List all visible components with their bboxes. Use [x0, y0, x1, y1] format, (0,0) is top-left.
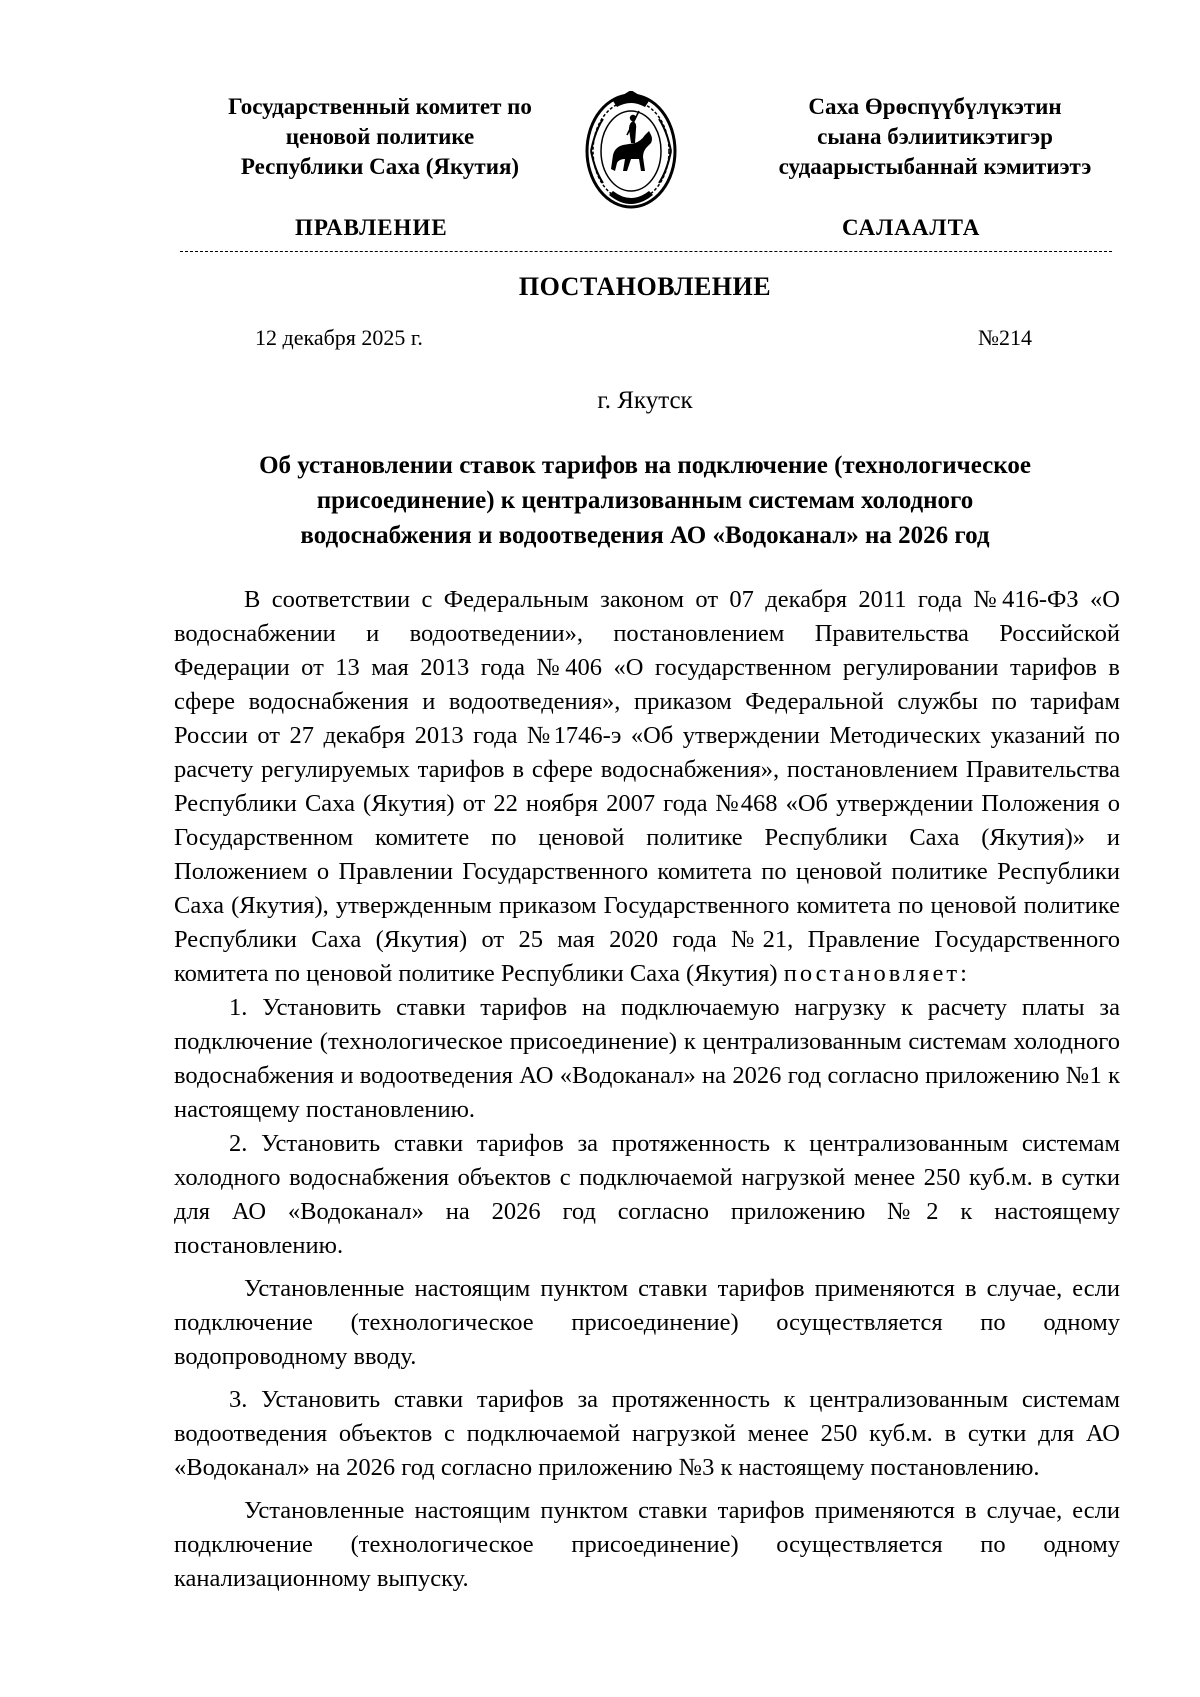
- header-right-sah: [705, 92, 1165, 182]
- item-2-paragraph: 2. Установить ставки тарифов за протяженность к централизованным системам холодного водоснабжения объектов с подключаемой нагрузкой менее 250 куб.м. в сутки для АО «Водоканал» на 2026 год согласно приложению №2 к настоящему постановлению.: [174, 1130, 1120, 1259]
- header-left-subtitle: ПРАВЛЕНИЕ: [295, 215, 448, 240]
- item-1-paragraph: 1. Установить ставки тарифов на подключаемую нагрузку к расчету платы за подключение (технологическое присоединение) к централизованным системам холодного водоснабжения и водоотведения АО «Водоканал» на 2026 год согласно приложению №1 к настоящему постановлению.: [174, 994, 1120, 1123]
- document-body: [174, 583, 1120, 1596]
- item-3-note-paragraph: Установленные настоящим пунктом ставки тарифов применяются в случае, если подключение (технологическое присоединение) осуществляется по одному канализационному выпуску.: [174, 1497, 1120, 1592]
- resolves-word: постановляет:: [783, 960, 970, 987]
- header-left-ru: [150, 92, 610, 182]
- header-left-line: Государственный комитет по: [228, 94, 532, 119]
- document-city: г. Якутск: [597, 387, 693, 414]
- header-right-line: судаарыстыбаннай кэмитиэтэ: [778, 154, 1092, 179]
- subject-line: водоснабжения и водоотведения АО «Водоканал» на 2026 год: [300, 522, 990, 549]
- sakha-coat-of-arms-icon: [583, 91, 679, 211]
- header-right-line: сыана бэлиитикэтигэр: [817, 124, 1053, 149]
- preamble-text: В соответствии с Федеральным законом от 07 декабря 2011 года №416-ФЗ «О водоснабжении и водоотведении», постановлением Правительства Российской Федерации от 13 мая 2013 года №406 «О государственном регулировании тарифов в сфере водоснабжения и водоотведения», приказом Федеральной службы по тарифам России от 27 декабря 2013 года №1746-э «Об утверждении Методических указаний по расчету регулируемых тарифов в сфере водоснабжения», постановлением Правительства Республики Саха (Якутия) от 22 ноября 2007 года №468 «Об утверждении Положения о Государственном комитете по ценовой политике Республики Саха (Якутия)» и Положением о Правлении Государственного комитета по ценовой политике Республики Саха (Якутия), утвержденным приказом Государственного комитета по ценовой политике Республики Саха (Якутия) от 25 мая 2020 года №21, Правление Государственного комитета по ценовой политике Республики Саха (Якутия): [174, 586, 1120, 987]
- header-left-line: Республики Саха (Якутия): [240, 154, 520, 179]
- header-right-line: Саха Өрөспүүбүлүкэтин: [808, 94, 1062, 119]
- document-number: №214: [978, 325, 1032, 350]
- header-divider: [180, 251, 1112, 252]
- item-3-paragraph: 3. Установить ставки тарифов за протяженность к централизованным системам водоотведения объектов с подключаемой нагрузкой менее 250 куб.м. в сутки для АО «Водоканал» на 2026 год согласно приложению №3 к настоящему постановлению.: [174, 1386, 1120, 1481]
- subject-line: Об установлении ставок тарифов на подключение (технологическое: [259, 452, 1031, 479]
- header-left-line: ценовой политике: [285, 124, 475, 149]
- document-date: 12 декабря 2025 г.: [255, 325, 423, 350]
- header-right-subtitle: САЛААЛТА: [842, 215, 981, 240]
- item-2-note-paragraph: Установленные настоящим пунктом ставки тарифов применяются в случае, если подключение (технологическое присоединение) осуществляется по одному водопроводному вводу.: [174, 1275, 1120, 1370]
- document-type-title: ПОСТАНОВЛЕНИЕ: [518, 272, 772, 301]
- document-subject: [150, 448, 1140, 553]
- preamble-paragraph: [174, 583, 1120, 991]
- subject-line: присоединение) к централизованным системам холодного: [316, 487, 974, 514]
